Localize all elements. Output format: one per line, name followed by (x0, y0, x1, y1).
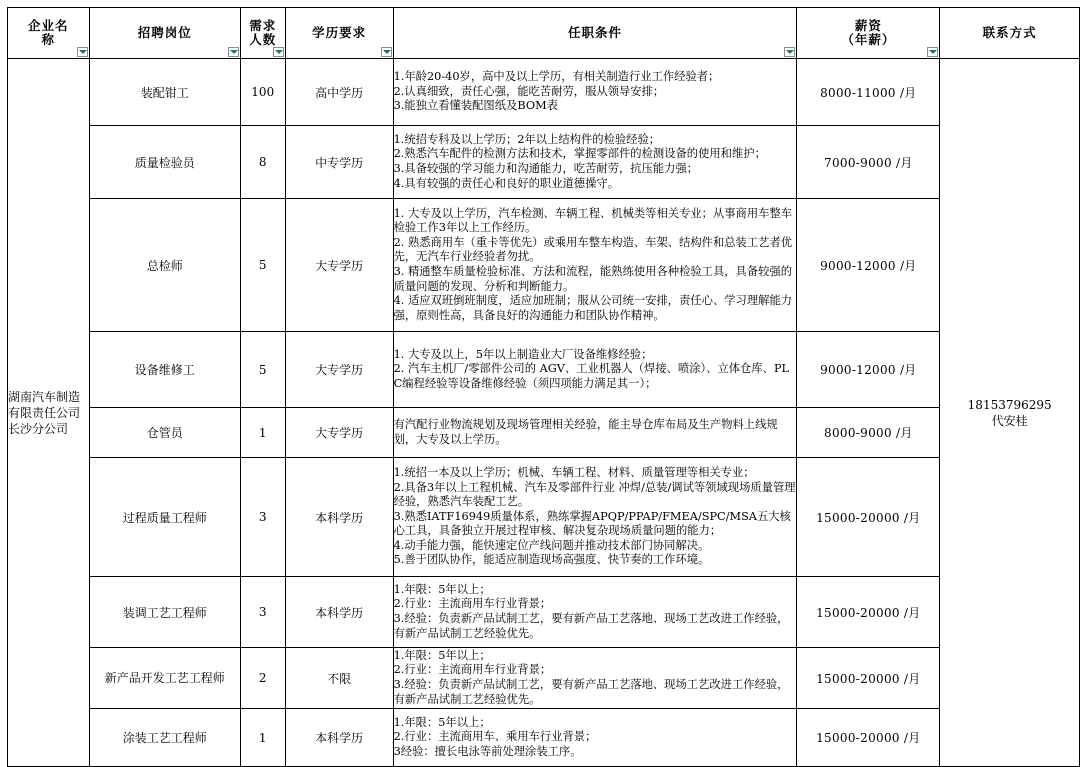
headcount-cell[interactable]: 3 (240, 577, 285, 648)
headcount-cell[interactable]: 2 (240, 648, 285, 709)
requirement-line: 2.行业：主流商用车行业背景； (393, 597, 552, 611)
requirement-line: 3.熟悉IATF16949质量体系，熟练掌握APQP/PPAP/FMEA/SPC/MSA五大核心工具，具备独立开展过程审核、解决复杂现场质量问题的能力； (393, 509, 791, 538)
company-name-line: 湖南汽车制造 (8, 389, 81, 404)
table-row (8, 709, 1080, 767)
requirement-line: 1.统招一本及以上学历；机械、车辆工程、材料、质量管理等相关专业； (393, 465, 755, 479)
requirement-line: 4.动手能力强，能快速定位产线问题并推动技术部门协同解决。 (393, 538, 710, 552)
position-cell[interactable]: 质量检验员 (89, 126, 240, 199)
requirement-line: 1.年限：5年以上； (393, 715, 491, 729)
requirement-line: 1. 大专及以上学历，汽车检测、车辆工程、机械类等相关专业；从事商用车整车检验工作3年以上工作经历。 (393, 206, 793, 235)
position-cell[interactable]: 设备维修工 (89, 332, 240, 408)
requirement-line: 5.善于团队协作，能适应制造现场高强度、快节奏的工作环境。 (393, 553, 710, 567)
salary-cell[interactable]: 9000-12000 /月 (797, 332, 940, 408)
requirement-line: 3.能独立看懂装配图纸及BOM表 (393, 99, 558, 113)
requirement-line: 4. 适应双班倒班制度，适应加班制；服从公司统一安排，责任心、学习理解能力强，原则性高，具备良好的沟通能力和团队协作精神。 (393, 294, 793, 322)
filter-dropdown-icon[interactable] (228, 47, 239, 57)
requirements-cell[interactable] (393, 408, 797, 458)
requirement-line: 3.经验：负责新产品试制工艺，要有新产品工艺落地、现场工艺改进工作经验，有新产品试制工艺经验优先。 (393, 612, 789, 640)
requirements-cell[interactable] (393, 709, 797, 767)
headcount-cell[interactable]: 5 (240, 332, 285, 408)
company-name-cell[interactable] (8, 59, 90, 767)
requirement-line: 1.年龄20-40岁，高中及以上学历，有相关制造行业工作经验者； (393, 70, 720, 84)
salary-cell[interactable]: 15000-20000 /月 (797, 648, 940, 709)
education-cell[interactable]: 本科学历 (285, 709, 393, 767)
requirement-line: 3.具备较强的学习能力和沟通能力，吃苦耐劳，抗压能力强； (393, 162, 699, 175)
header-headcount: 需求 人数 (240, 8, 285, 59)
table-row (8, 577, 1080, 648)
company-name-line: 有限责任公司 (8, 405, 81, 420)
salary-cell[interactable]: 15000-20000 /月 (797, 709, 940, 767)
header-position: 招聘岗位 (89, 8, 240, 59)
education-cell[interactable]: 大专学历 (285, 408, 393, 458)
header-requirements: 任职条件 (393, 8, 797, 59)
requirement-line: 2.熟悉汽车配件的检测方法和技术，掌握零部件的检测设备的使用和维护； (393, 147, 766, 161)
salary-cell[interactable]: 8000-9000 /月 (797, 408, 940, 458)
position-cell[interactable]: 装配钳工 (89, 59, 240, 126)
requirements-cell[interactable] (393, 59, 797, 126)
requirement-line: 2.具备3年以上工程机械、汽车及零部件行业 冲焊/总装/调试等领域现场质量管理经验，熟悉汽车装配工艺。 (393, 480, 796, 509)
table-row (8, 332, 1080, 408)
filter-dropdown-icon[interactable] (273, 47, 284, 57)
requirement-line: 2. 汽车主机厂/零部件公司的 AGV、工业机器人（焊接、喷涂）、立体仓库、PLC编程经验等设备维修经验（须四项能力满足其一）； (393, 362, 790, 390)
table-row (8, 59, 1080, 126)
education-cell[interactable]: 大专学历 (285, 332, 393, 408)
requirement-line: 2.行业：主流商用车、乘用车行业背景； (393, 730, 597, 744)
table-row (8, 199, 1080, 332)
salary-cell[interactable]: 15000-20000 /月 (797, 577, 940, 648)
requirement-line: 有汽配行业物流规划及现场管理相关经验，能主导仓库布局及生产物料上线规划，大专及以上学历。 (393, 417, 778, 446)
requirement-line: 1.年限：5年以上； (393, 582, 491, 596)
headcount-cell[interactable]: 8 (240, 126, 285, 199)
position-cell[interactable]: 新产品开发工艺工程师 (89, 648, 240, 709)
header-contact: 联系方式 (940, 8, 1080, 59)
header-education: 学历要求 (285, 8, 393, 59)
filter-dropdown-icon[interactable] (381, 47, 392, 57)
table-row (8, 648, 1080, 709)
requirement-line: 2. 熟悉商用车（重卡等优先）或乘用车整车构造、车架、结构件和总装工艺者优先，无汽车行业经验者勿扰。 (393, 235, 793, 264)
header-row (8, 8, 1080, 59)
salary-cell[interactable]: 15000-20000 /月 (797, 458, 940, 577)
requirements-cell[interactable] (393, 577, 797, 648)
headcount-cell[interactable]: 1 (240, 709, 285, 767)
salary-cell[interactable]: 7000-9000 /月 (797, 126, 940, 199)
table-row (8, 458, 1080, 577)
position-cell[interactable]: 装调工艺工程师 (89, 577, 240, 648)
education-cell[interactable]: 大专学历 (285, 199, 393, 332)
education-cell[interactable]: 中专学历 (285, 126, 393, 199)
requirement-line: 3. 精通整车质量检验标准、方法和流程，能熟练使用各种检验工具，具备较强的质量问题的发现、分析和判断能力。 (393, 265, 793, 293)
contact-cell[interactable] (940, 59, 1080, 767)
table-row (8, 408, 1080, 458)
education-cell[interactable]: 本科学历 (285, 458, 393, 577)
header-company: 企业名称 (8, 8, 90, 59)
requirement-line: 1.年限：5年以上； (393, 648, 491, 662)
filter-dropdown-icon[interactable] (927, 47, 938, 57)
education-cell[interactable]: 高中学历 (285, 59, 393, 126)
header-salary: 薪资 （年薪） (797, 8, 940, 59)
company-name-line: 长沙分公司 (8, 421, 69, 436)
requirements-cell[interactable] (393, 199, 797, 332)
position-cell[interactable]: 总检师 (89, 199, 240, 332)
salary-cell[interactable]: 8000-11000 /月 (797, 59, 940, 126)
headcount-cell[interactable]: 100 (240, 59, 285, 126)
table-row (8, 126, 1080, 199)
position-cell[interactable]: 仓管员 (89, 408, 240, 458)
requirement-line: 3.经验：负责新产品试制工艺，要有新产品工艺落地、现场工艺改进工作经验，有新产品试制工艺经验优先。 (393, 678, 789, 706)
position-cell[interactable]: 涂装工艺工程师 (89, 709, 240, 767)
contact-person: 代安桂 (991, 413, 1028, 428)
requirement-line: 1. 大专及以上，5年以上制造业大厂设备维修经验； (393, 347, 653, 361)
requirement-line: 3经验：擅长电泳等前处理涂装工序。 (393, 744, 582, 758)
requirements-cell[interactable] (393, 458, 797, 577)
requirement-line: 2.行业：主流商用车行业背景； (393, 663, 552, 677)
requirement-line: 2.认真细致，责任心强，能吃苦耐劳，服从领导安排； (393, 84, 665, 98)
requirements-cell[interactable] (393, 648, 797, 709)
filter-dropdown-icon[interactable] (77, 47, 88, 57)
requirement-line: 1.统招专科及以上学历；2年以上结构件的检验经验； (393, 132, 661, 146)
requirements-cell[interactable] (393, 126, 797, 199)
education-cell[interactable]: 不限 (285, 648, 393, 709)
requirement-line: 4.具有较强的责任心和良好的职业道德操守。 (393, 176, 619, 190)
headcount-cell[interactable]: 5 (240, 199, 285, 332)
headcount-cell[interactable]: 3 (240, 458, 285, 577)
requirements-cell[interactable] (393, 332, 797, 408)
filter-dropdown-icon[interactable] (784, 47, 795, 57)
job-listing-table (7, 7, 1080, 767)
contact-phone: 18153796295 (967, 397, 1052, 412)
position-cell[interactable]: 过程质量工程师 (89, 458, 240, 577)
headcount-cell[interactable]: 1 (240, 408, 285, 458)
salary-cell[interactable]: 9000-12000 /月 (797, 199, 940, 332)
education-cell[interactable]: 本科学历 (285, 577, 393, 648)
